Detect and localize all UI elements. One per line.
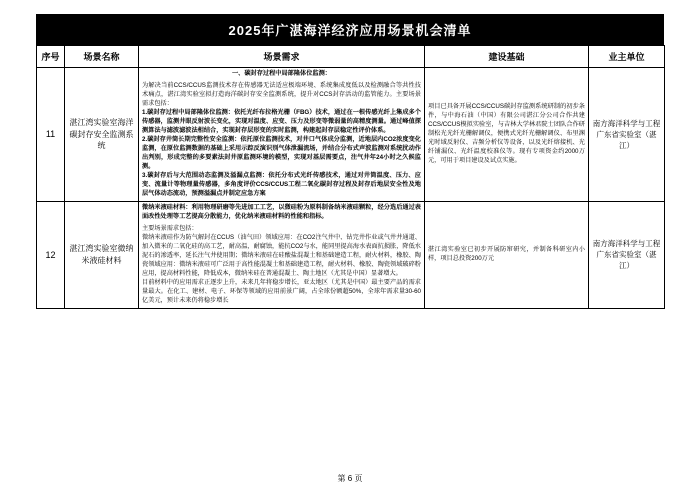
cell-owner-unit: 南方海洋科学与工程广东省实验室（湛江）	[589, 201, 665, 308]
document-title: 2025年广湛海洋经济应用场景机会清单	[36, 14, 664, 45]
opportunity-list-table	[36, 45, 665, 309]
column-header-scene-need: 场景需求	[139, 46, 425, 68]
column-header-owner-unit: 业主单位	[589, 46, 665, 68]
need-paragraph: 目前材料中的应用需求正逐步上升，未来几年将稳步增长，亚太地区（尤其是中国）最主要产品的需求量最大。在化工、建材、电子、环保等领域的应用前景广阔，占全球份额超50%，全球年需求量30-60亿美元，预计未来仍将稳步增长	[142, 278, 421, 304]
cell-seq: 12	[37, 201, 65, 308]
table-row	[37, 68, 665, 202]
need-paragraph: 1.碳封存过程中局部隆体位监测：依托光纤布拉格光栅（FBG）技术，通过在一根传感光纤上集成多个传感器，监测井眼反射波长变化，实现对温度、应变、压力及形变等微弱量的高精度测量。通过峰值探测算法与滤波滤波法相结合，实现封存层形变的实时监测，构建起封存层稳定性评价体系。	[142, 108, 421, 134]
need-heading: 微纳米液硅材料：利用物理研磨等先进加工工艺，以微硅粉为原料制备纳米液硅颗粒，经分选后通过表面改性处理等工艺提高分散能力，优化纳米液硅材料的性能和指标。	[142, 203, 421, 220]
need-paragraph: 主要场景需求包括：	[142, 224, 198, 232]
need-paragraph: 微纳米液硅作为防气解封在CCUS（油气田）领域应用：在CO2注气井中、钻完井作业或气井井通道、加入微米的二氧化硅的高工艺，耐高温，耐腐蚀，能抗CO2与水，能同里提高海水表面抗损胀，降低水泥石的渗透率，延长注气井使用期；微纳米液硅在硅酸盐混凝土和基础建造工程，耐火材料，橡胶、陶瓷领域应用：微纳米液硅可广泛用于高性能混凝土和基础建造工程，耐火材料、橡胶、陶瓷领域破碎粉应用，提高材料性能，降低成本，微纳米硅在普通混凝土、陶土地区（尤其是中国）显著增大。	[142, 233, 421, 277]
cell-seq: 11	[37, 68, 65, 202]
cell-owner-unit: 南方海洋科学与工程广东省实验室（湛江）	[589, 68, 665, 202]
column-header-seq: 序号	[37, 46, 65, 68]
cell-scene-name: 湛江湾实验室海洋碳封存安全监测系统	[65, 68, 139, 202]
cell-scene-name: 湛江湾实验室微纳米液硅材料	[65, 201, 139, 308]
cell-scene-need	[139, 201, 425, 308]
cell-construction-base: 湛江湾实验室已初步开展防窜研究，并制备科研室内小样，项目总投资200万元	[425, 201, 589, 308]
table-header-row	[37, 46, 665, 68]
need-paragraph: 2.碳封存井筒长期完整性安全监测：依托原位监测技术，对井口气体成分监测，近地层内CO2浓度变化监测，在原位监测数据的基础上采用示踪反演识别气体泄漏流场，并结合分布式声波监测对系统扰动作出判别，形成完整的多要素法封井原监测环境的模型，实现对基层需要点，注气井年24小时之久候监测。	[142, 135, 421, 170]
table-row	[37, 201, 665, 308]
need-heading: 一、碳封存过程中局部隆体位监测：	[232, 70, 331, 77]
need-paragraph: 为解决当前CCS/CCUS监测技术存在传感器无法适应极端环境、系统集成度低以及检测融合等共性技术痛点，湛江湾实验室拟打造海洋碳封存安全监测系统，提升对CCS封存活动的监管能力。主要场景需求包括：	[142, 81, 421, 107]
column-header-scene-name: 场景名称	[65, 46, 139, 68]
cell-construction-base: 项目已具备开展CCS/CCUS碳封存监测系统研制的初步条件，与中海石油（中国）有限公司湛江分公司合作共建CCS/CCUS模拟实验室，与吉林大学林君院士团队合作研制松光光纤光栅解调仪，便携式光纤光栅解调仪、布里渊光时域反射仪、吉频分析仪等设备，以及光纤熔接机、光纤铺漏仪、光纤温度校准仪等。现有专项资金约2000万元，可用于项目建设及试点实施。	[425, 68, 589, 202]
column-header-construction-base: 建设基础	[425, 46, 589, 68]
cell-scene-need	[139, 68, 425, 202]
page-footer: 第 6 页	[337, 474, 363, 483]
need-paragraph: 3.碳封存后与大范围动态监测及溢漏点监测：依托分布式光纤传感技术，通过对井筒温度、压力、应变、流量计等物理量传感器，多角度评价CCS/CCUS工程二氧化碳封存过程及封存后地层安全性及地层气体动态流动，预测溢漏点并制定应急方案	[142, 171, 421, 197]
